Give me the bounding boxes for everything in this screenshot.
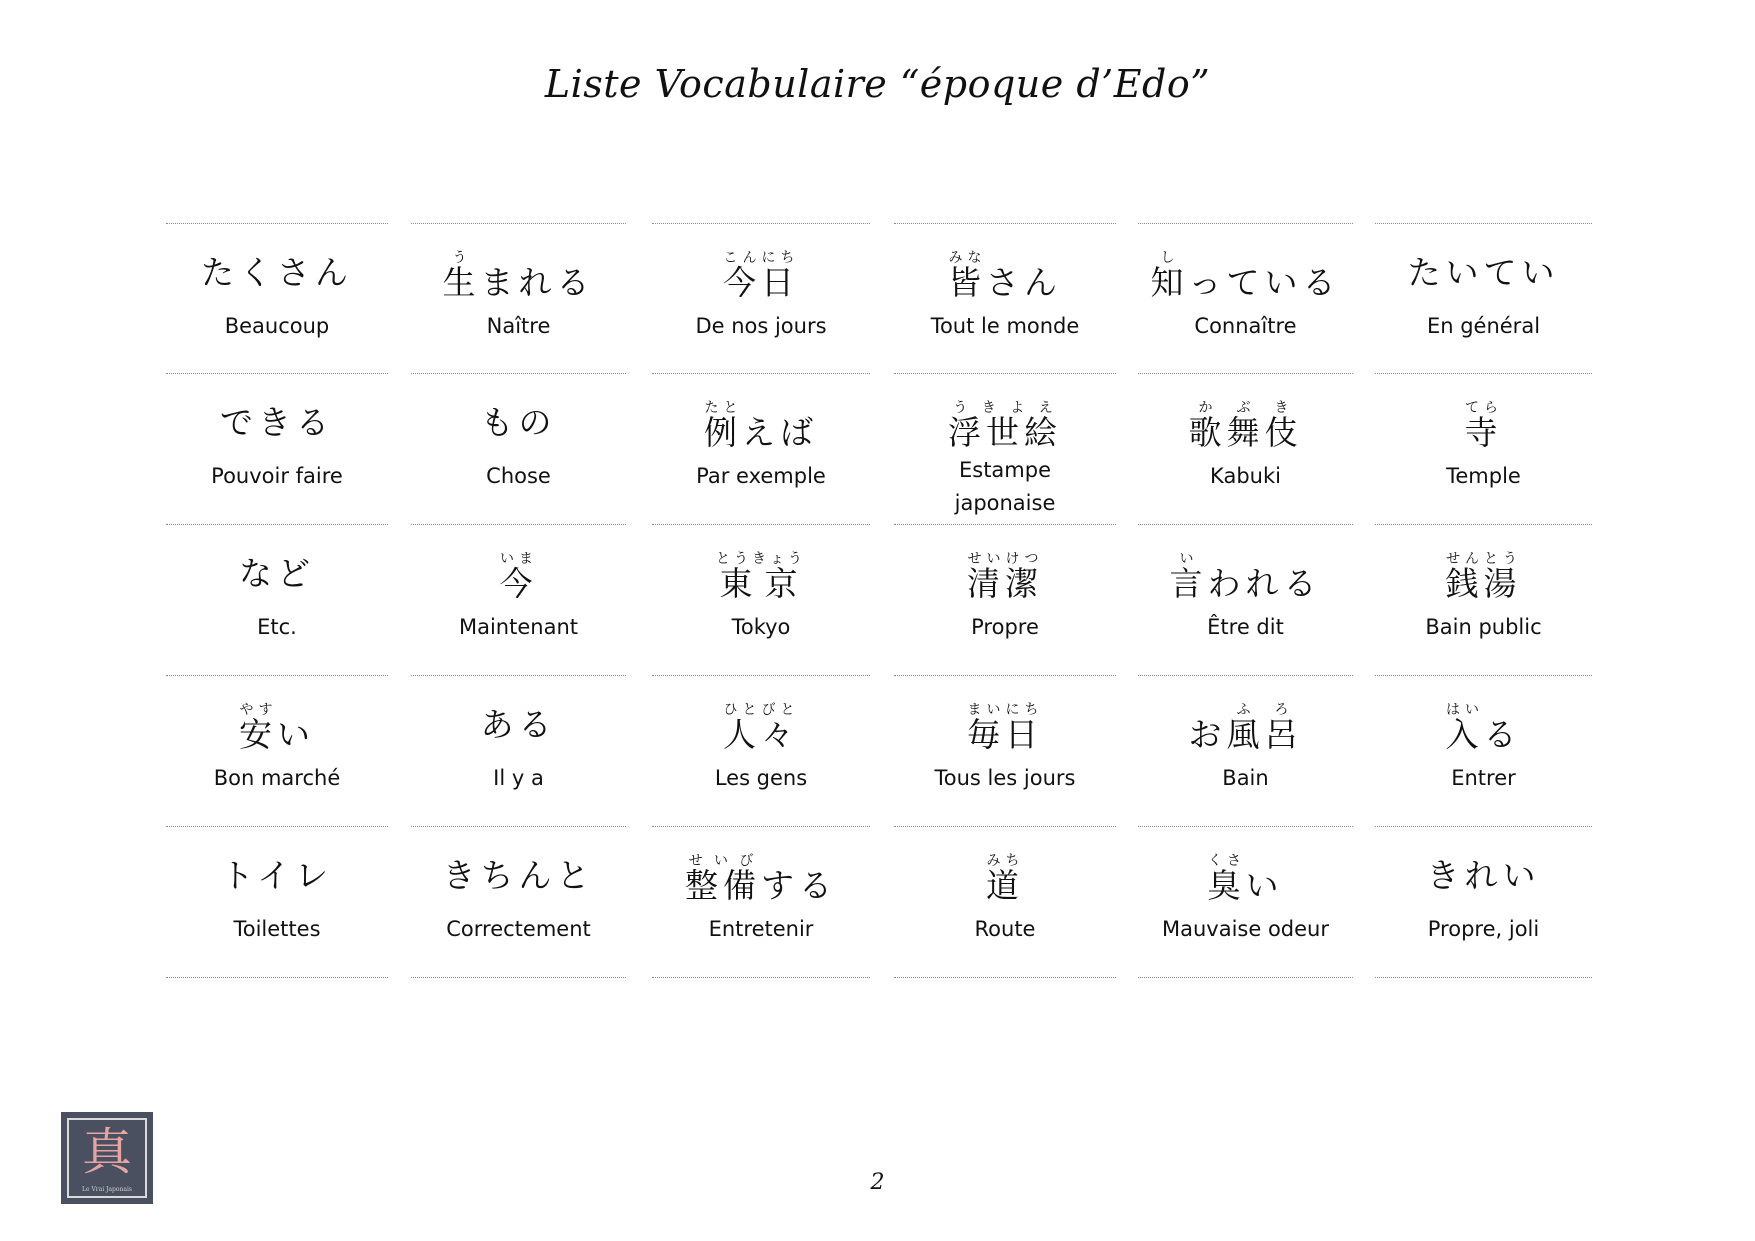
furigana: たと — [704, 400, 742, 416]
vocab-card-content — [166, 400, 388, 495]
japanese-word — [411, 702, 626, 760]
vocab-card — [894, 223, 1116, 374]
french-translation: Tous les jours — [934, 766, 1076, 790]
furigana-group — [442, 250, 481, 302]
furigana: ひとびと — [723, 702, 799, 718]
furigana: まいにち — [967, 702, 1043, 718]
vocab-card-content — [1138, 250, 1353, 345]
vocab-card — [652, 525, 870, 676]
furigana-group — [967, 702, 1043, 754]
japanese-word — [411, 250, 626, 308]
vocab-card-content — [1375, 250, 1592, 345]
vocab-card-content — [411, 250, 626, 345]
vocab-card-content — [652, 853, 870, 948]
kana: っている — [1188, 263, 1341, 302]
furigana: くさ — [1207, 853, 1246, 869]
kana: など — [239, 554, 315, 593]
kana: さん — [986, 263, 1062, 302]
furigana-group — [1169, 551, 1208, 603]
kanji: 知 — [1150, 263, 1189, 302]
kana: えば — [742, 413, 818, 452]
vocab-card-content — [1138, 551, 1353, 646]
kana: お — [1188, 715, 1227, 754]
vocab-card — [166, 525, 388, 676]
japanese-word — [652, 400, 870, 458]
french-translation: Naître — [486, 314, 551, 338]
furigana: う — [442, 250, 481, 266]
furigana: かぶき — [1188, 400, 1303, 416]
french-translation: Bon marché — [213, 766, 341, 790]
kana: まれる — [480, 263, 595, 302]
japanese-word — [1138, 551, 1353, 609]
vocab-card — [1375, 827, 1592, 978]
japanese-word — [166, 250, 388, 308]
kanji: 浮世絵 — [948, 413, 1062, 452]
vocab-card-content — [411, 702, 626, 797]
furigana-group — [723, 702, 799, 754]
vocab-card-content — [894, 702, 1116, 797]
vocab-card — [652, 374, 870, 525]
kanji: 道 — [986, 866, 1024, 905]
japanese-word — [411, 853, 626, 911]
furigana: ふろ — [1226, 702, 1303, 718]
french-translation: Être dit — [1207, 615, 1284, 639]
french-translation: Route — [974, 917, 1036, 941]
vocab-card — [1138, 374, 1353, 525]
french-translation: Toilettes — [233, 917, 321, 941]
kanji: 毎日 — [967, 715, 1043, 754]
furigana: うきよえ — [948, 400, 1062, 416]
vocab-card — [652, 827, 870, 978]
french-translation: Temple — [1446, 464, 1521, 488]
japanese-word — [1375, 250, 1592, 308]
furigana: てら — [1464, 400, 1503, 416]
vocab-card-content — [1375, 702, 1592, 797]
japanese-word — [652, 853, 870, 911]
furigana-group — [499, 551, 538, 603]
vocab-card-content — [411, 551, 626, 646]
furigana-group — [704, 400, 742, 452]
kanji: 臭 — [1207, 866, 1246, 905]
vocab-card — [411, 827, 626, 978]
furigana: やす — [239, 702, 277, 718]
french-translation: Entrer — [1451, 766, 1516, 790]
furigana: せいび — [685, 853, 761, 869]
japanese-word — [1375, 853, 1592, 911]
furigana: せんとう — [1445, 551, 1522, 567]
furigana: はい — [1445, 702, 1484, 718]
vocab-card — [166, 223, 388, 374]
japanese-word — [1138, 250, 1353, 308]
furigana-group — [948, 400, 1062, 452]
french-translation: Correctement — [446, 917, 591, 941]
kanji: 整備 — [685, 866, 761, 905]
vocab-card-content — [1375, 853, 1592, 948]
vocab-card-content — [166, 702, 388, 797]
furigana-group — [986, 853, 1024, 905]
japanese-word — [1375, 400, 1592, 458]
japanese-word — [894, 702, 1116, 760]
french-translation: Tokyo — [731, 615, 791, 639]
french-translation: Connaître — [1194, 314, 1297, 338]
page-title: Liste Vocabulaire “époque d’Edo” — [544, 62, 1211, 106]
vocab-card — [166, 374, 388, 525]
kanji: 銭湯 — [1445, 564, 1522, 603]
french-translation: Par exemple — [696, 464, 826, 488]
vocab-card-content — [411, 400, 626, 495]
kanji: 人々 — [723, 715, 799, 754]
french-translation: Etc. — [257, 615, 297, 639]
vocab-card-content — [411, 853, 626, 948]
kanji: 今 — [499, 564, 538, 603]
japanese-word — [411, 551, 626, 609]
logo-caption: Le Vrai Japonais — [82, 1186, 132, 1193]
vocab-card — [411, 223, 626, 374]
japanese-word — [652, 250, 870, 308]
furigana-group — [1150, 250, 1189, 302]
french-translation: Les gens — [714, 766, 808, 790]
kana: い — [277, 715, 315, 754]
japanese-word — [894, 250, 1116, 308]
french-translation: Tout le monde — [930, 314, 1080, 338]
vocab-card — [1138, 223, 1353, 374]
furigana-group — [1207, 853, 1246, 905]
kana: たいてい — [1407, 253, 1560, 292]
vocab-card — [894, 525, 1116, 676]
japanese-word — [1138, 702, 1353, 760]
vocab-card-content — [166, 250, 388, 345]
kana: ある — [480, 705, 557, 744]
vocab-card — [1375, 525, 1592, 676]
vocab-card-content — [1138, 702, 1353, 797]
vocab-card — [411, 525, 626, 676]
vocab-card-content — [166, 551, 388, 646]
japanese-word — [652, 702, 870, 760]
vocab-card-content — [1138, 400, 1353, 495]
furigana: せいけつ — [967, 551, 1043, 567]
vocab-card-content — [894, 551, 1116, 646]
furigana-group — [716, 551, 806, 603]
furigana: みな — [948, 250, 986, 266]
vocab-grid — [0, 223, 1755, 983]
french-translation: Estampe japonaise — [954, 458, 1056, 515]
vocab-card — [1375, 374, 1592, 525]
furigana-group — [1464, 400, 1503, 452]
furigana: みち — [986, 853, 1024, 869]
vocab-card — [894, 374, 1116, 525]
furigana: とうきょう — [716, 551, 806, 567]
furigana: いま — [499, 551, 538, 567]
french-translation: Il y a — [493, 766, 544, 790]
kanji: 入 — [1445, 715, 1484, 754]
kanji: 寺 — [1464, 413, 1503, 452]
vocab-card-content — [894, 853, 1116, 948]
furigana-group — [1188, 400, 1303, 452]
french-translation: Chose — [486, 464, 551, 488]
vocab-card-content — [1375, 400, 1592, 495]
french-translation: Pouvoir faire — [211, 464, 343, 488]
japanese-word — [1375, 702, 1592, 760]
kana: きちんと — [442, 856, 595, 895]
furigana-group — [1226, 702, 1303, 754]
japanese-word — [894, 853, 1116, 911]
kanji: 言 — [1169, 564, 1208, 603]
french-translation: Entretenir — [708, 917, 814, 941]
japanese-word — [894, 400, 1116, 458]
japanese-word — [652, 551, 870, 609]
vocab-card — [1375, 223, 1592, 374]
vocab-card-content — [652, 250, 870, 345]
vocab-card-content — [1138, 853, 1353, 948]
kana: きれい — [1426, 856, 1541, 895]
furigana-group — [1445, 551, 1522, 603]
kanji: 皆 — [948, 263, 986, 302]
vocab-card-content — [652, 551, 870, 646]
kana: る — [1483, 715, 1522, 754]
furigana-group — [239, 702, 277, 754]
kana: できる — [220, 403, 334, 442]
vocab-card-content — [1375, 551, 1592, 646]
vocab-card — [411, 676, 626, 827]
japanese-word — [166, 551, 388, 609]
vocab-card — [166, 676, 388, 827]
vocab-card — [1138, 525, 1353, 676]
kanji: 歌舞伎 — [1188, 413, 1303, 452]
japanese-word — [1375, 551, 1592, 609]
vocab-card — [1138, 676, 1353, 827]
japanese-word — [166, 853, 388, 911]
furigana-group — [723, 250, 799, 302]
french-translation: Bain — [1222, 766, 1269, 790]
french-translation: Kabuki — [1210, 464, 1281, 488]
furigana-group — [948, 250, 986, 302]
furigana: し — [1150, 250, 1189, 266]
furigana-group — [1445, 702, 1484, 754]
kanji: 今日 — [723, 263, 799, 302]
vocab-card — [1375, 676, 1592, 827]
kana: い — [1245, 866, 1284, 905]
vocab-card — [166, 827, 388, 978]
vocab-card — [652, 223, 870, 374]
french-translation: Beaucoup — [224, 314, 330, 338]
vocab-card-content — [166, 853, 388, 948]
furigana: こんにち — [723, 250, 799, 266]
kana: もの — [480, 403, 557, 442]
vocab-card-content — [894, 400, 1116, 520]
kanji: 清潔 — [967, 564, 1043, 603]
japanese-word — [166, 702, 388, 760]
kana: たくさん — [201, 253, 353, 292]
kanji: 東京 — [716, 564, 806, 603]
kana: われる — [1207, 564, 1322, 603]
french-translation: Propre — [971, 615, 1039, 639]
french-translation: De nos jours — [695, 314, 827, 338]
french-translation: Maintenant — [458, 615, 578, 639]
furigana-group — [967, 551, 1043, 603]
french-translation: Mauvaise odeur — [1161, 917, 1329, 941]
vocab-card-content — [894, 250, 1116, 345]
logo-character: 真 — [82, 1123, 132, 1181]
vocab-card — [411, 374, 626, 525]
french-translation: En général — [1426, 314, 1541, 338]
kanji: 風呂 — [1226, 715, 1303, 754]
kanji: 例 — [704, 413, 742, 452]
kanji: 安 — [239, 715, 277, 754]
furigana-group — [685, 853, 761, 905]
vocab-card-content — [652, 400, 870, 495]
kana: する — [761, 866, 837, 905]
vocab-card — [652, 676, 870, 827]
vocab-card-content — [652, 702, 870, 797]
french-translation: Propre, joli — [1427, 917, 1540, 941]
furigana: い — [1169, 551, 1208, 567]
vocab-card — [894, 676, 1116, 827]
page-number: 2 — [870, 1170, 885, 1195]
japanese-word — [1138, 400, 1353, 458]
vocab-card — [1138, 827, 1353, 978]
japanese-word — [166, 400, 388, 458]
kana: トイレ — [220, 856, 334, 895]
japanese-word — [411, 400, 626, 458]
french-translation: Bain public — [1425, 615, 1542, 639]
vocab-card — [894, 827, 1116, 978]
japanese-word — [1138, 853, 1353, 911]
kanji: 生 — [442, 263, 481, 302]
japanese-word — [894, 551, 1116, 609]
